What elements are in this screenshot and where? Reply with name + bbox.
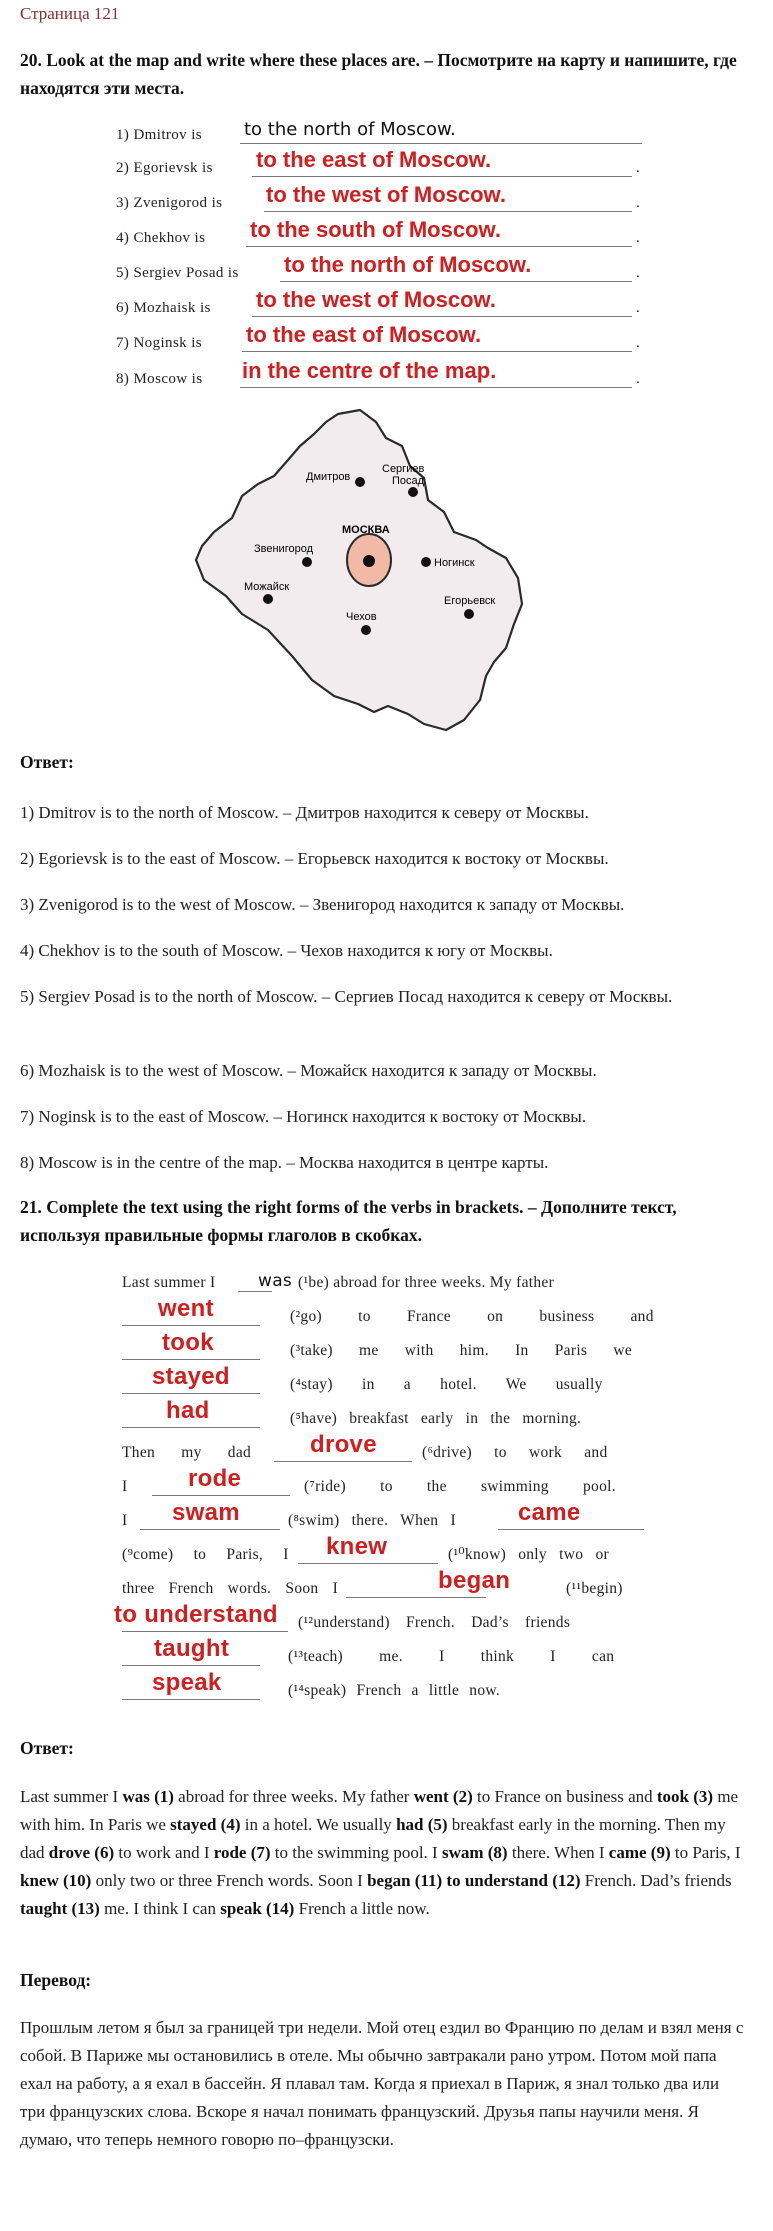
answer-item: 2) Egorievsk is to the east of Moscow. – Егорьевск находится к востоку от Москвы.: [20, 849, 609, 868]
answer-item: 1) Dmitrov is to the north of Moscow. – Дмитров находится к северу от Москвы.: [20, 803, 589, 822]
answer-line: [240, 387, 632, 388]
page-label: Страница 121: [20, 4, 120, 23]
handwritten-answer: to the north of Moscow.: [244, 119, 456, 140]
task-21-title: 21. Complete the text using the right forms of the verbs in brackets. – Дополните текст, используя правильные формы глаголов в скобках.: [20, 1197, 677, 1245]
handwritten-answer: knew: [326, 1533, 388, 1560]
handwritten-answer: came: [518, 1499, 581, 1526]
handwritten-answer: in the centre of the map.: [242, 358, 497, 383]
answer-line: [280, 281, 632, 282]
handwritten-answer: swam: [172, 1499, 240, 1526]
handwritten-answer: rode: [188, 1465, 242, 1492]
map-label-egorievsk: Егорьевск: [444, 595, 496, 607]
handwritten-answer: to the east of Moscow.: [246, 322, 482, 347]
handwritten-answer: to understand: [114, 1601, 278, 1628]
answer-item: 8) Moscow is in the centre of the map. – Москва находится в центре карты.: [20, 1153, 549, 1172]
question-text: 8) Moscow is: [116, 371, 203, 387]
handwritten-answer: went: [158, 1295, 214, 1322]
question-text: 1) Dmitrov is: [116, 127, 203, 143]
question-text: 2) Egorievsk is: [116, 160, 213, 176]
handwritten-was: was: [258, 1271, 293, 1291]
handwritten-answer: began: [438, 1567, 511, 1594]
exercise-row: [116, 118, 646, 148]
handwritten-answer: to the north of Moscow.: [284, 252, 532, 277]
handwritten-answer: stayed: [152, 1363, 230, 1390]
map-label-zvenigorod: Звенигород: [254, 543, 314, 555]
map-label-dmitrov: Дмитров: [306, 471, 351, 483]
exercise-row: 4) Chekhov is . to the south of Moscow.: [116, 217, 640, 246]
question-text: 5) Sergiev Posad is: [116, 265, 239, 281]
handwritten-answer: to the east of Moscow.: [256, 147, 492, 172]
map-label-mozhaisk: Можайск: [244, 581, 290, 593]
map-label-noginsk: Ногинск: [434, 557, 475, 569]
task-20-title: 20. Look at the map and write where these places are. – Посмотрите на карту и напишите, где находятся эти места.: [20, 50, 737, 98]
translation-text: Прошлым летом я был за границей три недели. Мой отец ездил во Францию по делам и взял меня с собой. В Париже мы остановились в отеле. Мы обычно завтракали рано утром. Потом мой папа ехал на работу, а я ехал в бассейн. Я плавал там. Когда я приехал в Париж, я знал только два или три французских слова. Вскоре я начал понимать французский. Друзья папы научили меня. Я думаю, что теперь немного говорю по–французски.: [20, 2018, 744, 2149]
answer-item: 5) Sergiev Posad is to the north of Moscow. – Сергиев Посад находится к северу от Москвы.: [20, 987, 673, 1006]
exercise-row: 8) Moscow is . in the centre of the map.: [116, 358, 640, 387]
translation-label: Перевод:: [20, 1970, 92, 1990]
handwritten-answer: speak: [152, 1669, 222, 1696]
answer-label: Ответ:: [20, 1738, 74, 1758]
exercise-row: 7) Noginsk is . to the east of Moscow.: [116, 322, 640, 351]
task-21-answer-text: Last summer I was (1) abroad for three weeks. My father went (2) to France on business and took (3) me with him. In Paris we stayed (4) in a hotel. We usually had (5) breakfast early in the morning. Then my dad drove (6) to work and I rode (7) to the swimming pool. I swam (8) there. When I came (9) to Paris, I knew (10) only two or three French words. Soon I began (11) to understand (12) French. Dad’s friends taught (13) me. I think I can speak (14) French a little now.: [20, 1787, 741, 1918]
handwritten-answer: to the west of Moscow.: [266, 182, 506, 207]
handwritten-answer: to the west of Moscow.: [256, 287, 496, 312]
answer-line: [240, 143, 642, 144]
answer-line: [252, 316, 632, 317]
handwritten-answer: taught: [154, 1635, 230, 1662]
gap-fill-text: Last summer I was (¹be) abroad for three weeks. My father went (²go) to France on business and took (³take) me with him. In Paris we stayed (⁴stay) in a hotel. We usually had (⁵have) breakfast early in the morning. Then my dad drove (⁶drive) to work and I rode (⁷ride) to the swimming pool. I swam (⁸swim) there. When I came (⁹come) to Paris, I knew (¹⁰know) only two or three French words. Soon I began (¹¹begin) to understand (¹²understand) French. Dad’s friends taught (¹³teach) me. I think I can speak (¹⁴speak) French a little now.: [114, 1271, 654, 1699]
handwritten-answer: drove: [310, 1431, 377, 1458]
answer-line: [246, 246, 632, 247]
question-text: 4) Chekhov is: [116, 230, 206, 246]
handwritten-answer: had: [166, 1397, 210, 1424]
exercise-row: 6) Mozhaisk is . to the west of Moscow.: [116, 287, 640, 316]
answer-item: 6) Mozhaisk is to the west of Moscow. – Можайск находится к западу от Москвы.: [20, 1061, 597, 1080]
answer-label: Ответ:: [20, 752, 74, 772]
answer-line: [264, 211, 632, 212]
moscow-region-map: [188, 408, 560, 734]
question-text: 3) Zvenigorod is: [116, 195, 223, 211]
map-label-sergiev: Сергиев: [382, 463, 425, 475]
answer-item: 7) Noginsk is to the east of Moscow. – Ногинск находится к востоку от Москвы.: [20, 1107, 587, 1126]
answer-line: [242, 351, 632, 352]
question-text: 7) Noginsk is: [116, 335, 203, 351]
handwritten-answer: to the south of Moscow.: [250, 217, 501, 242]
answer-item: 3) Zvenigorod is to the west of Moscow. – Звенигород находится к западу от Москвы.: [20, 895, 625, 914]
question-text: 6) Mozhaisk is: [116, 300, 211, 316]
map-label-moscow: МОСКВА: [342, 524, 390, 536]
handwritten-answer: took: [162, 1329, 214, 1356]
answer-item: 4) Chekhov is to the south of Moscow. – Чехов находится к югу от Москвы.: [20, 941, 553, 960]
answer-line: [252, 176, 632, 177]
exercise-row: 2) Egorievsk is . to the east of Moscow.: [116, 147, 640, 176]
exercise-row: 3) Zvenigorod is . to the west of Moscow.: [116, 182, 640, 211]
map-label-chekhov: Чехов: [346, 611, 377, 623]
map-label-posad: Посад: [392, 475, 425, 487]
exercise-row: 5) Sergiev Posad is . to the north of Moscow.: [116, 252, 640, 281]
